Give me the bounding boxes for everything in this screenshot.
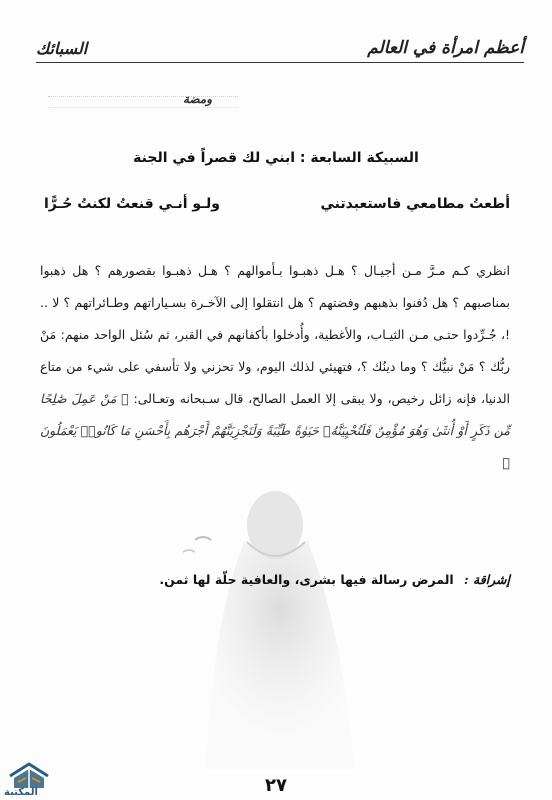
- verse-first-hemistich: أطعتُ مطامعي فاستعبدتني: [320, 196, 510, 212]
- body-paragraph-text: انظري كـم مـرَّ مـن أجيـال ؟ هـل ذهبـوا بـأموالهم ؟ هـل ذهبـوا بقصورهم ؟ هل ذهبوا بمناصبهم ؟ هل دُفنوا بذهبهم وفضتهم ؟ هل انتقلوا إلى الآخـرة بسـياراتهم وطـائراتهم ؟ لا .. !، جُـرِّدوا حتـى مـن الثيـاب، والأغطية، وأُدخلوا بأكفانهم في القبر، ثم سُئل الواحد منهم: مَنْ ربُّك ؟ مَنْ نبيُّك ؟ وما دينُك ؟، فتهيئي لذلك اليوم، ولا تحزني ولا تأسفي على شيء من متاع الدنيا، فإنه زائل رخيص، ولا يبقى إلا العمل الصالح، قال سـبحانه وتعـالى:: [40, 263, 510, 406]
- ishraqa-note: [40, 572, 510, 587]
- section-title: السبيكة السابعة : ابني لك قصراً في الجنة: [133, 150, 419, 166]
- body-paragraph: [40, 255, 510, 479]
- faint-bleed-through: [48, 96, 238, 108]
- header-divider: [36, 62, 524, 63]
- quran-verse: ﴿ مَنْ عَمِلَ صَٰلِحًا مِّن ذَكَرٍ أَوْ أُنثَىٰ وَهُوَ مُؤْمِنٌ فَلَنُحْيِيَنَّهُۥ حَيَوٰةً طَيِّبَةً وَلَنَجْزِيَنَّهُمْ أَجْرَهُم بِأَحْسَنِ مَا كَانُوا۟ يَعْمَلُونَ ﴾: [40, 391, 510, 470]
- verse-second-hemistich: ولـو أنـي قنعتُ لكنتُ حُـرًّا: [44, 196, 220, 212]
- page-header: [36, 28, 524, 58]
- book-title: أعظم امرأة في العالم: [367, 38, 524, 58]
- flash-label: ومضة: [182, 92, 212, 106]
- page-number: ٢٧: [265, 775, 287, 796]
- ishraqa-text: المرض رسالة فيها بشرى، والعافية حلّة لها ثمن.: [159, 572, 454, 587]
- veiled-figure-illustration: [175, 470, 385, 770]
- library-logo-text: المكتبة: [4, 787, 38, 798]
- poetry-verse: [44, 196, 510, 212]
- ishraqa-label: إشراقة :: [464, 572, 510, 587]
- chapter-title: السبائك: [36, 39, 88, 58]
